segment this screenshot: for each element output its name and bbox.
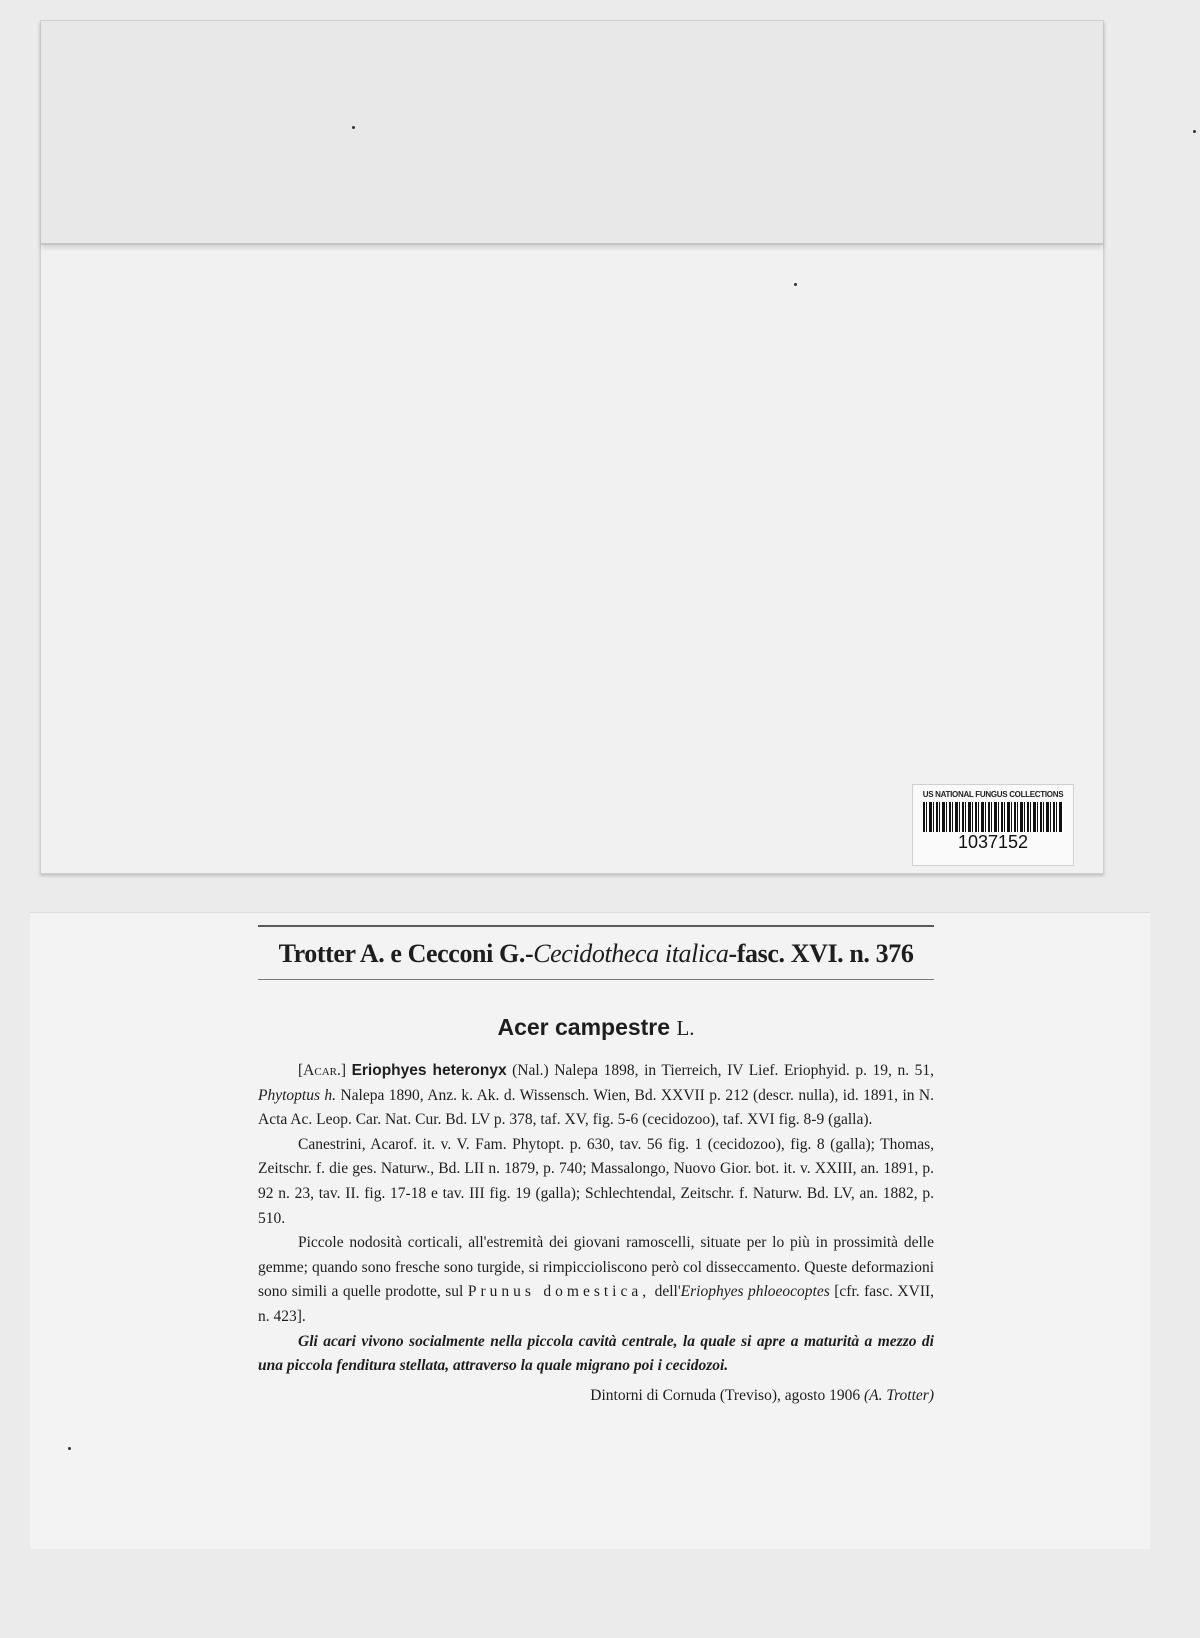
header-title: Cecidotheca italica — [533, 939, 729, 968]
cross-reference: [cfr. fasc. XVII, n. 423]. — [258, 1283, 935, 1325]
divider — [258, 979, 934, 980]
citation-text: (Nal.) Nalepa 1898, in Tierreich, IV Lief. Eriophyid. p. 19, n. 51, — [512, 1062, 934, 1079]
host-name: Acer campestre — [497, 1014, 671, 1040]
specimen-fragment — [68, 1447, 71, 1450]
collector-name: (A. Trotter) — [863, 1386, 934, 1404]
description-text: Piccole nodosità corticali, all'estremità dei giovani ramoscelli, situate per lo più in prossimità delle gemme; quando sono fresche sono turgide, si rimpiccioliscono però col disseccamento. Queste deformazioni sono simili a quelle prodotte, sul — [258, 1234, 934, 1301]
specimen-fragment — [1193, 130, 1196, 133]
barcode-number: 1037152 — [957, 832, 1029, 852]
divider — [258, 925, 934, 927]
paragraph-2: Canestrini, Acarof. it. v. V. Fam. Phytopt. p. 630, tav. 56 fig. 1 (cecidozoo), fig. 8 (galla); Thomas, Zeitschr. f. die ges. Naturw., Bd. LII n. 1879, p. 740; Massalongo, Nuovo Gior. bot. it. v. XXIII, an. 1891, p. 92 n. 23, tav. II. fig. 17-18 e tav. III fig. 19 (galla); Schlechtendal, Zeitschr. f. Naturw. Bd. LV, an. 1882, p. 510. — [258, 1135, 934, 1227]
label-header — [258, 939, 934, 969]
barcode-icon — [923, 802, 1063, 832]
locality-text: Dintorni di Cornuda (Treviso), agosto 1906 — [590, 1386, 861, 1404]
exsiccata-label — [30, 912, 1150, 1549]
specimen-fragment — [794, 283, 797, 286]
paragraph-4: Gli acari vivono socialmente nella piccola cavità centrale, la quale si apre a maturità a mezzo di una piccola fenditura stellata, attraverso la quale migrano poi i cecidozoi. — [258, 1332, 934, 1375]
barcode-org: US NATIONAL FUNGUS COLLECTIONS — [922, 790, 1064, 799]
host-reference: Prunus domestica, — [467, 1283, 651, 1301]
header-authors: Trotter A. e Cecconi G.- — [278, 939, 534, 968]
host-author: L. — [676, 1016, 695, 1040]
description-text: dell' — [654, 1283, 681, 1301]
label-body — [258, 1059, 934, 1379]
citation-text: Nalepa 1890, Anz. k. Ak. d. Wissensch. Wien, Bd. XXVII p. 212 (descr. nulla), id. 1891, in N. Acta Ac. Leop. Car. Nat. Cur. Bd. LV p. 378, taf. XV, fig. 5-6 (cecidozoo), taf. XVI fig. 8-9 (galla). — [258, 1086, 934, 1129]
species-reference: Eriophyes phloeocoptes — [680, 1283, 830, 1301]
synonym-name: Phytoptus h. — [258, 1086, 337, 1104]
order-tag: [Acar.] — [298, 1062, 347, 1079]
header-fasc: -fasc. XVI. n. 376 — [728, 939, 914, 968]
host-plant — [258, 1014, 934, 1041]
packet-flap — [41, 21, 1103, 245]
specimen-packet — [40, 20, 1104, 874]
specimen-fragment — [352, 126, 355, 129]
locality-line — [258, 1387, 934, 1405]
species-name: Eriophyes heteronyx — [351, 1062, 507, 1079]
paragraph-3 — [258, 1231, 934, 1329]
barcode-label — [912, 784, 1074, 866]
paragraph-1 — [258, 1059, 934, 1133]
